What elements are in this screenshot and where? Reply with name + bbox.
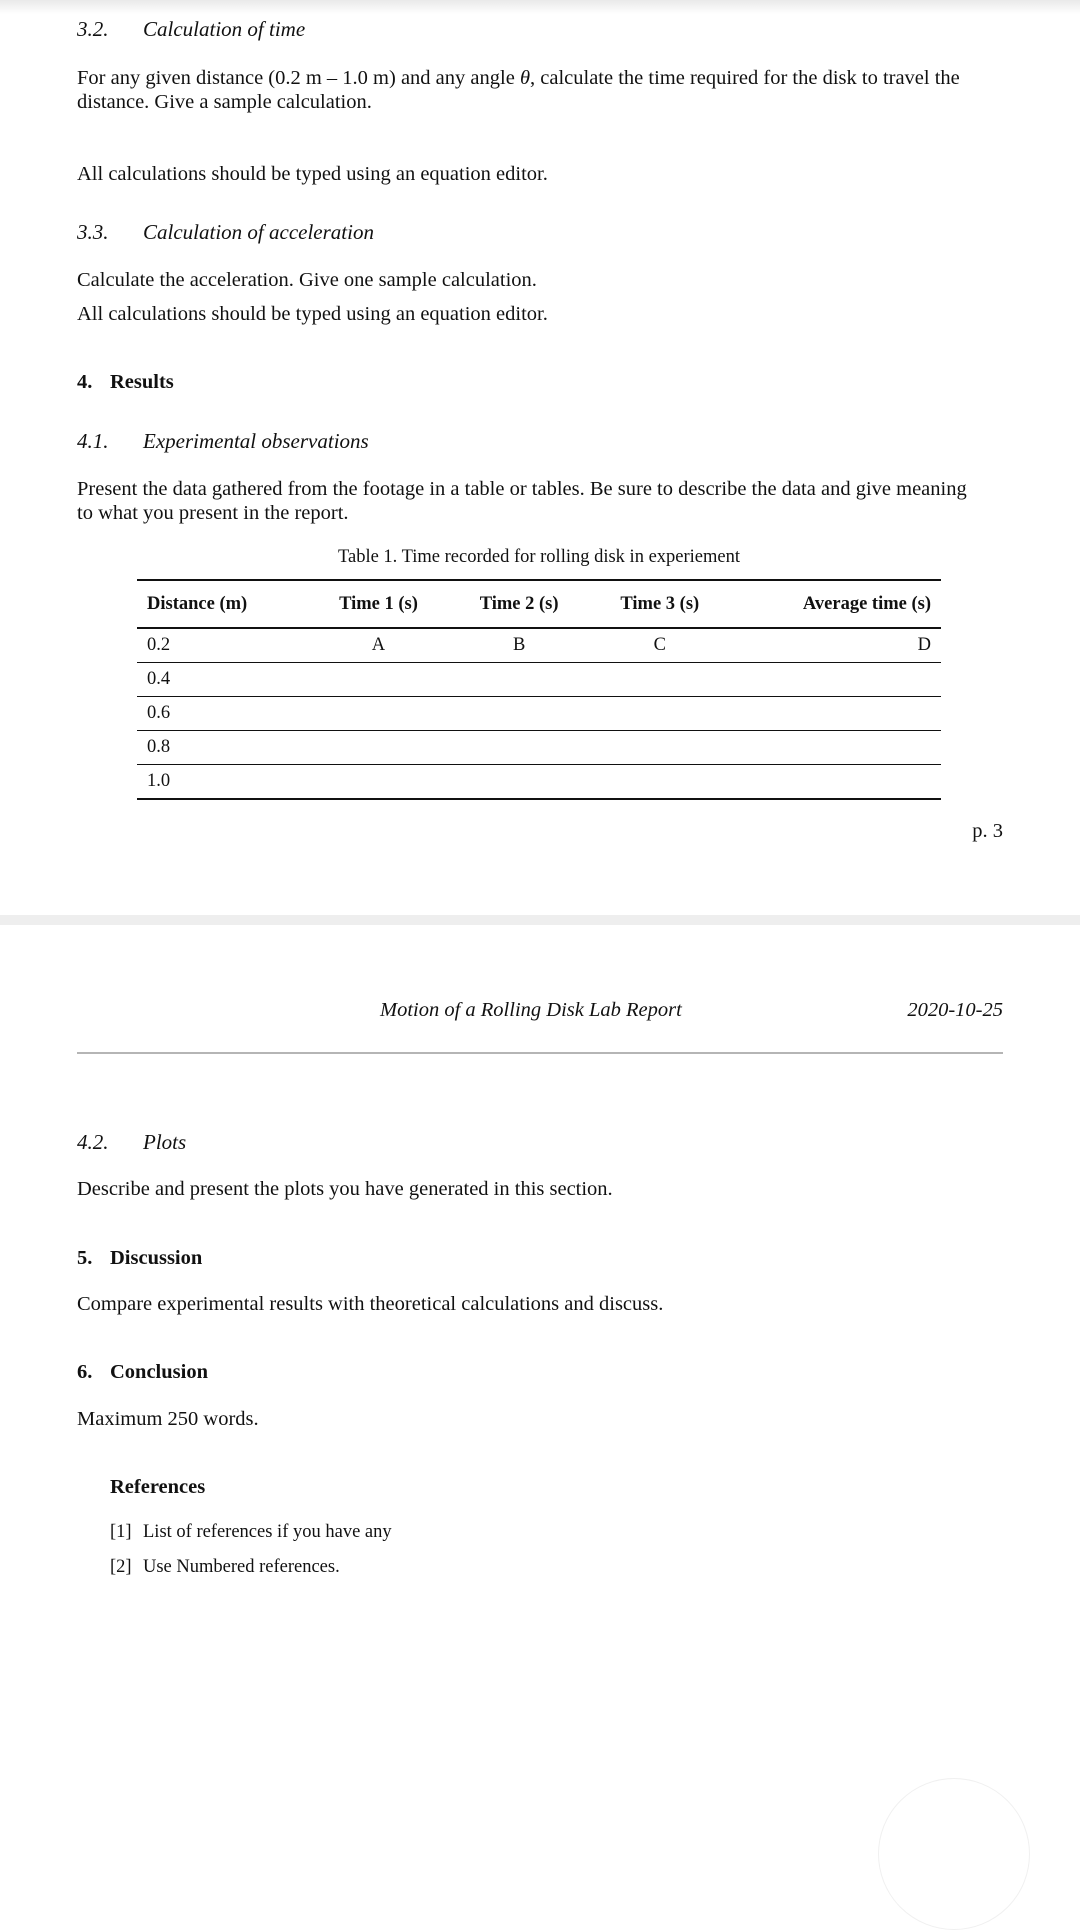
table-cell xyxy=(589,663,730,697)
reference-text: Use Numbered references. xyxy=(143,1557,340,1577)
decorative-circle xyxy=(878,1778,1030,1930)
table-cell xyxy=(308,731,449,765)
table-cell xyxy=(449,697,590,731)
table-row xyxy=(137,765,941,800)
reference-number: [2] xyxy=(110,1557,132,1577)
paragraph-conclusion: Maximum 250 words. xyxy=(77,1408,259,1430)
paragraph-discussion: Compare experimental results with theoretical calculations and discuss. xyxy=(77,1293,664,1315)
table-row xyxy=(137,731,941,765)
page-top-edge xyxy=(0,0,1080,14)
header-average-time: Average time (s) xyxy=(730,580,941,628)
table-cell xyxy=(730,731,941,765)
heading-4-1-number: 4.1. xyxy=(77,429,109,453)
heading-4-2 xyxy=(77,1130,186,1155)
table-cell xyxy=(730,697,941,731)
heading-6-number: 6. xyxy=(77,1361,93,1383)
header-time-3: Time 3 (s) xyxy=(589,580,730,628)
table-cell xyxy=(449,765,590,800)
heading-5-title: Discussion xyxy=(110,1247,203,1269)
table-caption: Table 1. Time recorded for rolling disk in experiement xyxy=(337,547,740,567)
paragraph-time-part-1: For any given distance (0.2 m – 1.0 m) and any angle xyxy=(77,67,520,89)
table-cell: B xyxy=(449,628,590,663)
references-heading: References xyxy=(110,1476,206,1498)
reference-number: [1] xyxy=(110,1522,132,1542)
table-row xyxy=(137,663,941,697)
page-separator xyxy=(0,915,1080,925)
table-row xyxy=(137,697,941,731)
page-number: p. 3 xyxy=(972,820,1003,842)
heading-3-2 xyxy=(77,17,305,42)
reference-item xyxy=(110,1522,392,1543)
table-cell xyxy=(589,731,730,765)
heading-3-3-title: Calculation of acceleration xyxy=(143,220,374,244)
header-time-1: Time 1 (s) xyxy=(308,580,449,628)
paragraph-acceleration: Calculate the acceleration. Give one sample calculation. xyxy=(77,269,537,291)
paragraph-time-calculation xyxy=(77,66,1007,114)
heading-3-2-number: 3.2. xyxy=(77,17,109,41)
theta-symbol: θ xyxy=(519,67,531,89)
time-recorded-table xyxy=(137,579,941,800)
table-cell xyxy=(308,663,449,697)
heading-5 xyxy=(77,1247,202,1270)
table-cell: 0.4 xyxy=(137,663,308,697)
table-cell xyxy=(308,765,449,800)
paragraph-equation-editor-1: All calculations should be typed using an equation editor. xyxy=(77,163,548,185)
heading-4-1 xyxy=(77,429,369,454)
header-divider xyxy=(77,1052,1003,1054)
reference-item xyxy=(110,1557,340,1578)
heading-6 xyxy=(77,1361,208,1384)
table-cell xyxy=(730,663,941,697)
heading-3-2-title: Calculation of time xyxy=(143,17,306,41)
table-cell: A xyxy=(308,628,449,663)
heading-6-title: Conclusion xyxy=(110,1361,208,1383)
running-header-title: Motion of a Rolling Disk Lab Report xyxy=(380,999,682,1021)
heading-4-1-title: Experimental observations xyxy=(143,429,369,453)
table-cell xyxy=(589,697,730,731)
paragraph-observations: Present the data gathered from the footage in a table or tables. Be sure to describe the data and give meaning to what you present in the report. xyxy=(77,478,967,524)
table-cell xyxy=(589,765,730,800)
heading-4-number: 4. xyxy=(77,371,93,393)
reference-text: List of references if you have any xyxy=(143,1522,392,1542)
header-time-2: Time 2 (s) xyxy=(449,580,590,628)
table-cell xyxy=(730,765,941,800)
table-cell: 0.2 xyxy=(137,628,308,663)
table-cell: 1.0 xyxy=(137,765,308,800)
table-cell: 0.6 xyxy=(137,697,308,731)
table-cell: C xyxy=(589,628,730,663)
table-cell: 0.8 xyxy=(137,731,308,765)
table-header-row xyxy=(137,580,941,628)
heading-4-2-title: Plots xyxy=(143,1130,187,1154)
paragraph-time-part-2: , calculate the time required for the disk to travel the distance. Give a sample calculation. xyxy=(77,67,960,113)
table-cell xyxy=(308,697,449,731)
paragraph-plots: Describe and present the plots you have generated in this section. xyxy=(77,1178,613,1200)
table-cell xyxy=(449,663,590,697)
header-distance: Distance (m) xyxy=(137,580,308,628)
running-header-date: 2020-10-25 xyxy=(907,999,1003,1021)
paragraph-equation-editor-2: All calculations should be typed using an equation editor. xyxy=(77,303,548,325)
heading-4-2-number: 4.2. xyxy=(77,1130,109,1154)
heading-4-title: Results xyxy=(110,371,174,393)
table-cell xyxy=(449,731,590,765)
heading-3-3 xyxy=(77,220,374,245)
table-cell: D xyxy=(730,628,941,663)
heading-4 xyxy=(77,371,174,394)
heading-5-number: 5. xyxy=(77,1247,93,1269)
heading-3-3-number: 3.3. xyxy=(77,220,109,244)
table-row xyxy=(137,628,941,663)
